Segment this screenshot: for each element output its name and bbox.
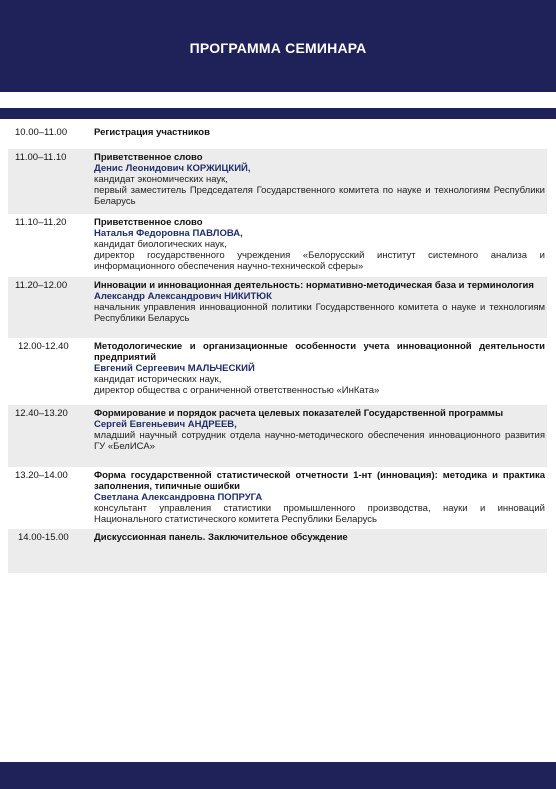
speaker-name: Евгений Сергеевич МАЛЬЧЕСКИЙ [94,363,255,374]
row-content [94,467,547,529]
speaker-degree: кандидат экономических наук, [94,174,228,185]
row-time: 11.00–11.10 [15,152,67,163]
row-time: 13.20–14.00 [15,470,68,481]
speaker-position: директор общества с ограниченной ответственностью «ИнКата» [94,385,380,396]
speaker-position: начальник управления инновационной политики Государственного комитета о науке и технологиям Республики Беларусь [94,302,545,324]
speaker-position: консультант управления статистики промышленного производства, науки и инноваций Национального статистического комитета Республики Беларусь [94,503,545,525]
row-title: Инновации и инновационная деятельность: нормативно-методическая база и терминология [94,280,534,291]
row-title: Приветственное слово [94,152,203,163]
speaker-name: Наталья Федоровна ПАВЛОВА, [94,228,243,239]
schedule-row [8,149,547,214]
speaker-position: младший научный сотрудник отдела научно-методического обеспечения инновационного развития ГУ «БелИСА» [94,430,545,452]
row-content [94,405,547,467]
row-title: Форма государственной статистической отчетности 1-нт (инновация): методика и практика заполнения, типичные ошибки [94,470,545,492]
speaker-name: Сергей Евгеньевич АНДРЕЕВ, [94,419,237,430]
row-time: 11.20–12.00 [15,280,68,291]
row-title: Приветственное слово [94,217,203,228]
schedule-row [8,214,547,277]
speaker-name: Александр Александрович НИКИТЮК [94,291,272,302]
row-time: 10.00–11.00 [15,127,68,138]
speaker-position: директор государственного учреждения «Белорусский институт системного анализа и информационного обеспечения научно-технической сферы» [94,250,545,272]
row-title: Регистрация участников [94,127,210,138]
schedule-row [8,405,547,467]
row-time: 11.10–11.20 [15,217,67,228]
row-content [94,529,547,573]
speaker-name: Светлана Александровна ПОПРУГА [94,492,263,503]
schedule-row [8,467,547,529]
row-title: Дискуссионная панель. Заключительное обсуждение [94,532,348,543]
row-time: 12.00-12.40 [18,341,69,352]
row-content [94,149,547,214]
speaker-name: Денис Леонидович КОРЖИЦКИЙ, [94,163,251,174]
speaker-degree: кандидат биологических наук, [94,239,227,250]
schedule-table [8,124,547,573]
row-time: 12.40–13.20 [15,408,68,419]
row-title: Методологические и организационные особенности учета инновационной деятельности предприятий [94,341,545,363]
schedule-row [8,338,547,405]
row-time: 14.00-15.00 [18,532,69,543]
schedule-row [8,124,547,149]
row-content [94,338,547,405]
row-title: Формирование и порядок расчета целевых показателей Государственной программы [94,408,504,419]
header-divider-strip [0,108,556,119]
footer-band [0,762,556,789]
schedule-row [8,277,547,338]
row-content [94,124,547,149]
row-content [94,214,547,277]
row-content [94,277,547,338]
schedule-row [8,529,547,573]
page-title: ПРОГРАММА СЕМИНАРА [189,40,367,56]
speaker-position: первый заместитель Председателя Государственного комитета по науке и технологиям Республики Беларусь [94,185,545,207]
speaker-degree: кандидат исторических наук, [94,374,222,385]
